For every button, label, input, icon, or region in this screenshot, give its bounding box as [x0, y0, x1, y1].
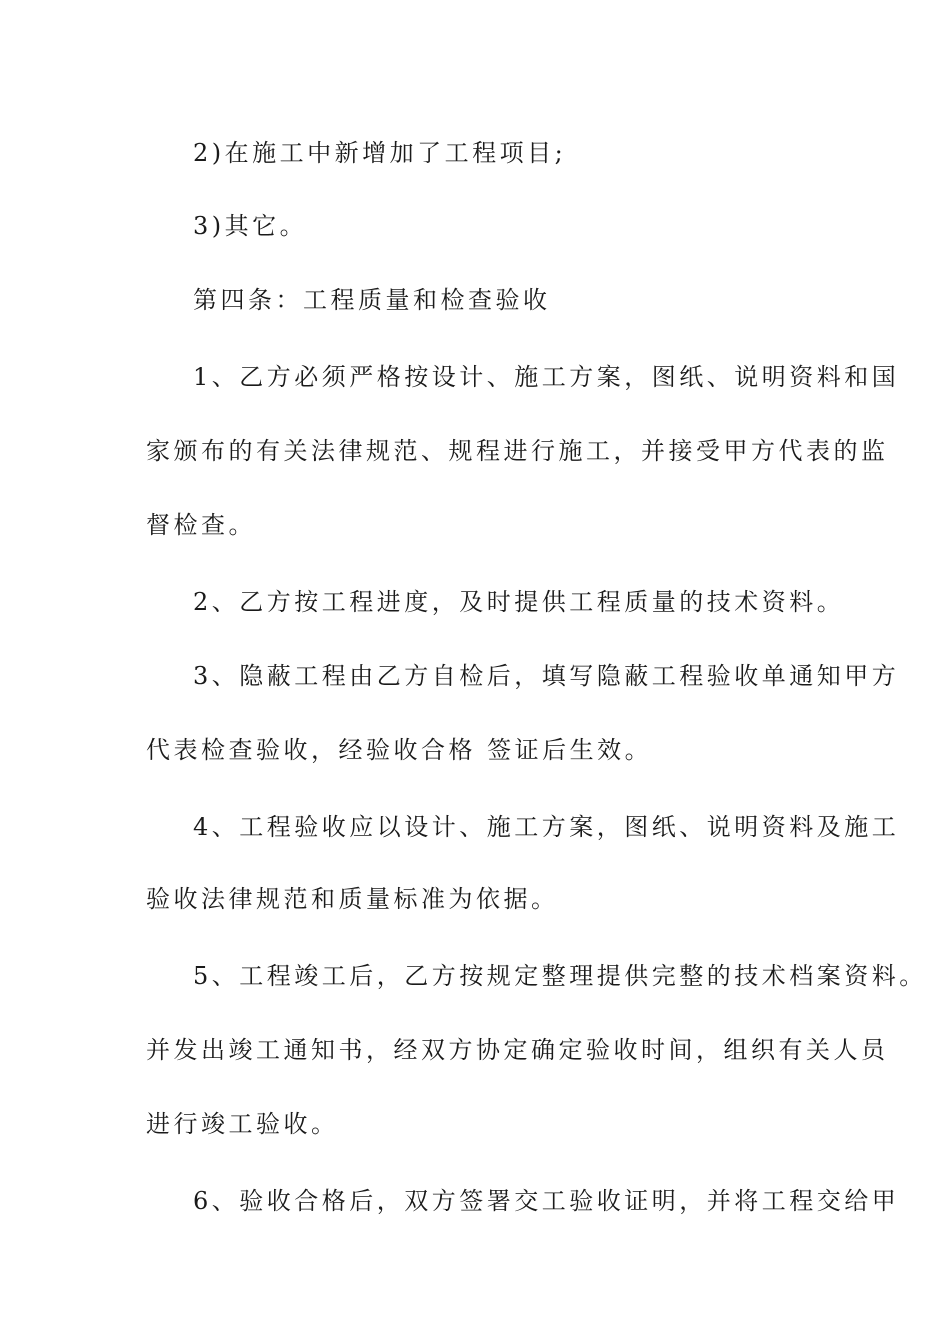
- paragraph-line: 代表检查验收，经验收合格 签证后生效。: [146, 736, 653, 764]
- paragraph-line: 1、乙方必须严格按设计、施工方案，图纸、说明资料和国: [193, 363, 900, 391]
- paragraph-line: 4、工程验收应以设计、施工方案，图纸、说明资料及施工: [193, 813, 900, 841]
- paragraph-line: 5、工程竣工后，乙方按规定整理提供完整的技术档案资料。: [193, 962, 927, 990]
- paragraph-line: 6、验收合格后，双方签署交工验收证明，并将工程交给甲: [193, 1187, 900, 1215]
- paragraph-line: 督检查。: [146, 511, 256, 539]
- paragraph-line: 3)其它。: [193, 212, 308, 240]
- section-heading: 第四条：工程质量和检查验收: [193, 286, 551, 314]
- paragraph-line: 2、乙方按工程进度，及时提供工程质量的技术资料。: [193, 588, 845, 616]
- paragraph-line: 2)在施工中新增加了工程项目;: [193, 139, 567, 167]
- paragraph-line: 家颁布的有关法律规范、规程进行施工，并接受甲方代表的监: [146, 437, 889, 465]
- paragraph-line: 进行竣工验收。: [146, 1110, 339, 1138]
- paragraph-line: 验收法律规范和质量标准为依据。: [146, 885, 559, 913]
- paragraph-line: 3、隐蔽工程由乙方自检后，填写隐蔽工程验收单通知甲方: [193, 662, 900, 690]
- paragraph-line: 并发出竣工通知书，经双方协定确定验收时间，组织有关人员: [146, 1036, 889, 1064]
